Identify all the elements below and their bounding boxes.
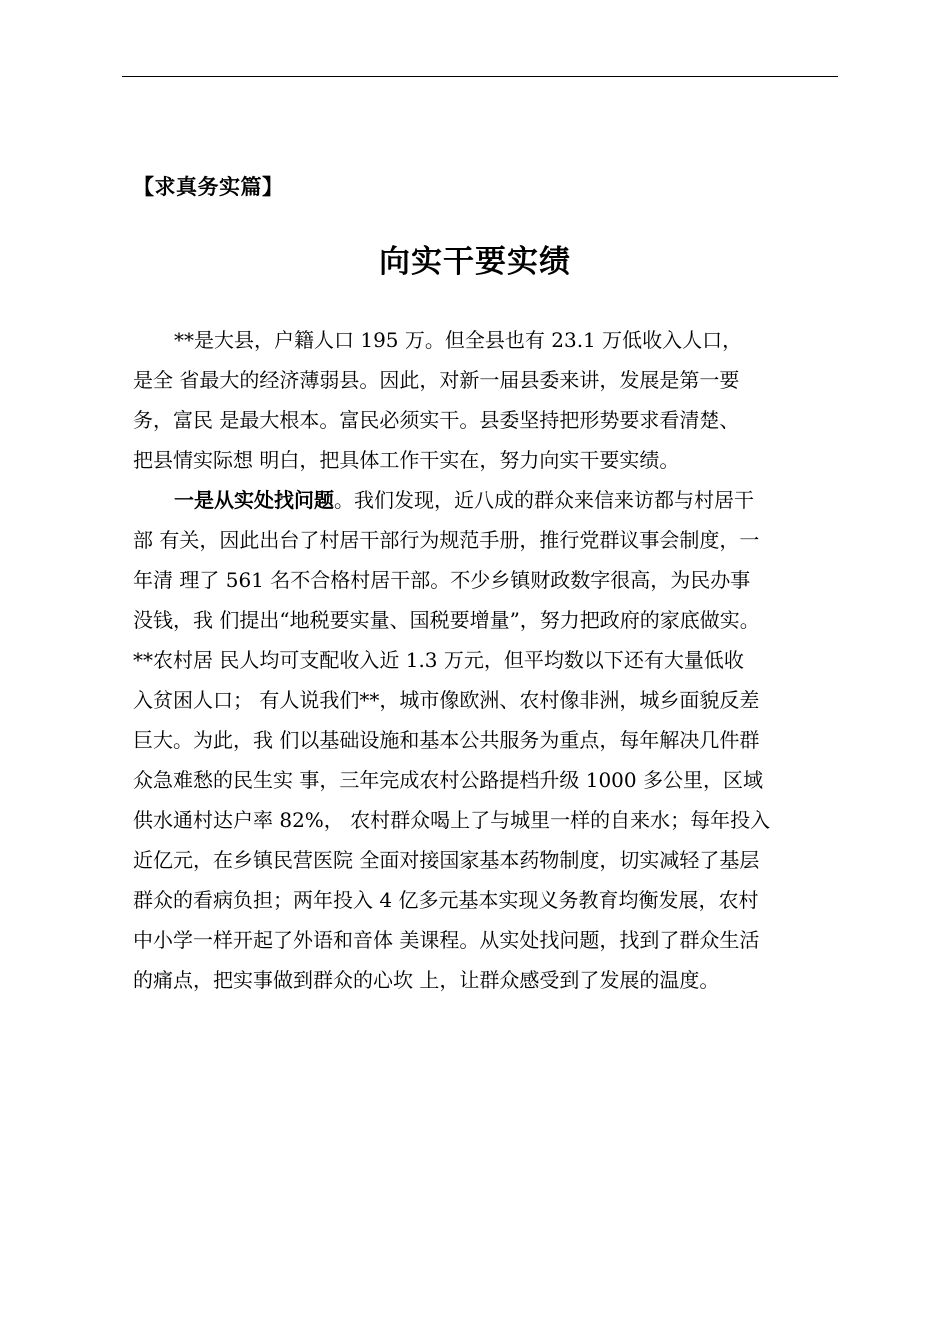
paragraph-2-line: 近亿元，在乡镇民营医院 全面对接国家基本药物制度，切实减轻了基层 (133, 848, 760, 872)
paragraph-1-line: 是全 省最大的经济薄弱县。因此，对新一届县委来讲，发展是第一要 (133, 368, 740, 392)
paragraph-2-line: 入贫困人口； 有人说我们**，城市像欧洲、农村像非洲，城乡面貌反差 (133, 688, 760, 712)
page-title: 向实干要实绩 (379, 244, 571, 280)
section-tag: 【求真务实篇】 (133, 174, 284, 199)
paragraph-2-line: 的痛点，把实事做到群众的心坎 上，让群众感受到了发展的温度。 (133, 968, 720, 992)
paragraph-1-line: 务，富民 是最大根本。富民必须实干。县委坚持把形势要求看清楚、 (133, 408, 740, 432)
paragraph-2-line: 供水通村达户率 82%， 农村群众喝上了与城里一样的自来水；每年投入 (133, 808, 771, 832)
paragraph-2-line: 中小学一样开起了外语和音体 美课程。从实处找问题，找到了群众生活 (133, 928, 760, 952)
paragraph-1-line: 把县情实际想 明白，把具体工作干实在，努力向实干要实绩。 (133, 448, 680, 472)
paragraph-2-line: 巨大。为此，我 们以基础设施和基本公共服务为重点，每年解决几件群 (133, 728, 760, 752)
paragraph-2-line: 众急难愁的民生实 事，三年完成农村公路提档升级 1000 多公里，区域 (133, 768, 763, 792)
paragraph-2-line: 部 有关，因此出台了村居干部行为规范手册，推行党群议事会制度，一 (133, 528, 760, 552)
paragraph-2-line: 没钱，我 们提出“地税要实量、国税要增量”，努力把政府的家底做实。 (133, 608, 760, 632)
paragraph-2-first-line (174, 480, 754, 520)
paragraph-2-lead: 一是从实处找问题 (174, 488, 334, 512)
paragraph-1-line: **是大县，户籍人口 195 万。但全县也有 23.1 万低收入人口， (174, 328, 743, 352)
paragraph-2-line: 年清 理了 561 名不合格村居干部。不少乡镇财政数字很高，为民办事 (133, 568, 751, 592)
header-rule (122, 76, 838, 77)
paragraph-2-first-line-rest: 。我们发现，近八成的群众来信来访都与村居干 (334, 488, 754, 512)
paragraph-2-line: **农村居 民人均可支配收入近 1.3 万元，但平均数以下还有大量低收 (133, 648, 744, 672)
paragraph-2-line: 群众的看病负担；两年投入 4 亿多元基本实现义务教育均衡发展，农村 (133, 888, 759, 912)
